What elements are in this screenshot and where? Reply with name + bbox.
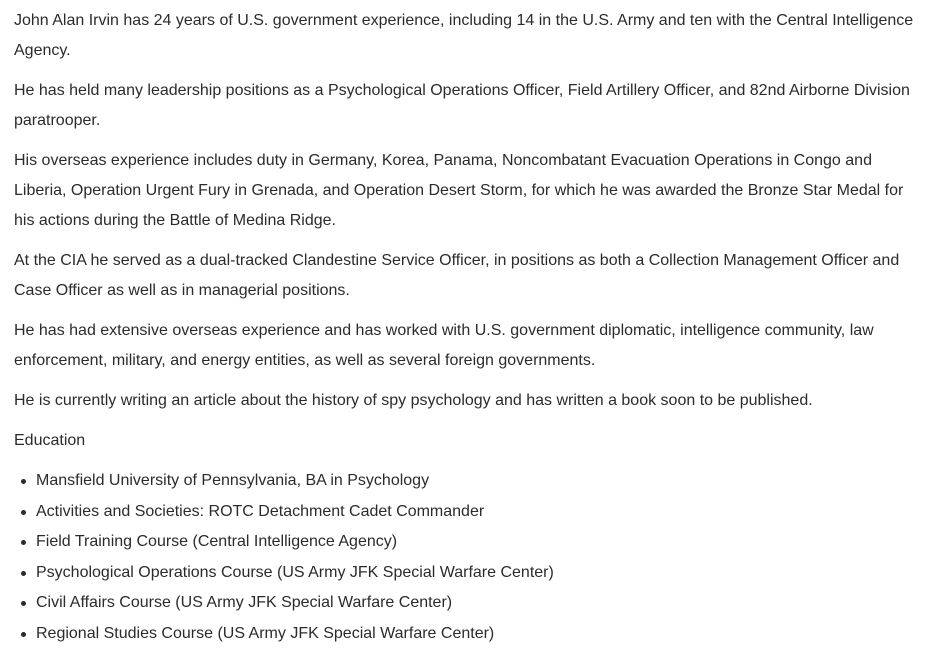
bio-paragraph-overseas-work: He has had extensive overseas experience and has worked with U.S. government diplomatic, intelligence community, law enforcement, military, and energy entities, as well as several foreign governments. xyxy=(14,322,874,369)
bio-content xyxy=(14,6,926,649)
education-list xyxy=(14,466,926,649)
list-item: Psychological Operations Course (US Army JFK Special Warfare Center) xyxy=(14,558,926,589)
list-item: Civil Affairs Course (US Army JFK Special Warfare Center) xyxy=(14,588,926,619)
list-item: Field Training Course (Central Intelligence Agency) xyxy=(14,527,926,558)
bio-paragraph-cia: At the CIA he served as a dual-tracked Clandestine Service Officer, in positions as both a Collection Management Officer and Case Officer as well as in managerial positions. xyxy=(14,252,900,299)
bio-paragraph-writing: He is currently writing an article about the history of spy psychology and has written a book soon to be published. xyxy=(14,392,813,409)
education-heading: Education xyxy=(14,432,86,449)
bio-paragraph-experience: John Alan Irvin has 24 years of U.S. government experience, including 14 in the U.S. Army and ten with the Central Intelligence Agency. xyxy=(14,12,914,59)
bio-paragraph-leadership: He has held many leadership positions as a Psychological Operations Officer, Field Artillery Officer, and 82nd Airborne Division paratrooper. xyxy=(14,82,910,129)
list-item: Regional Studies Course (US Army JFK Special Warfare Center) xyxy=(14,619,926,650)
list-item: Mansfield University of Pennsylvania, BA in Psychology xyxy=(14,466,926,497)
bio-paragraph-overseas-duty: His overseas experience includes duty in Germany, Korea, Panama, Noncombatant Evacuation Operations in Congo and Liberia, Operation Urgent Fury in Grenada, and Operation Desert Storm, for which he was awarded the Bronze Star Medal for his actions during the Battle of Medina Ridge. xyxy=(14,152,904,229)
list-item: Activities and Societies: ROTC Detachment Cadet Commander xyxy=(14,497,926,528)
